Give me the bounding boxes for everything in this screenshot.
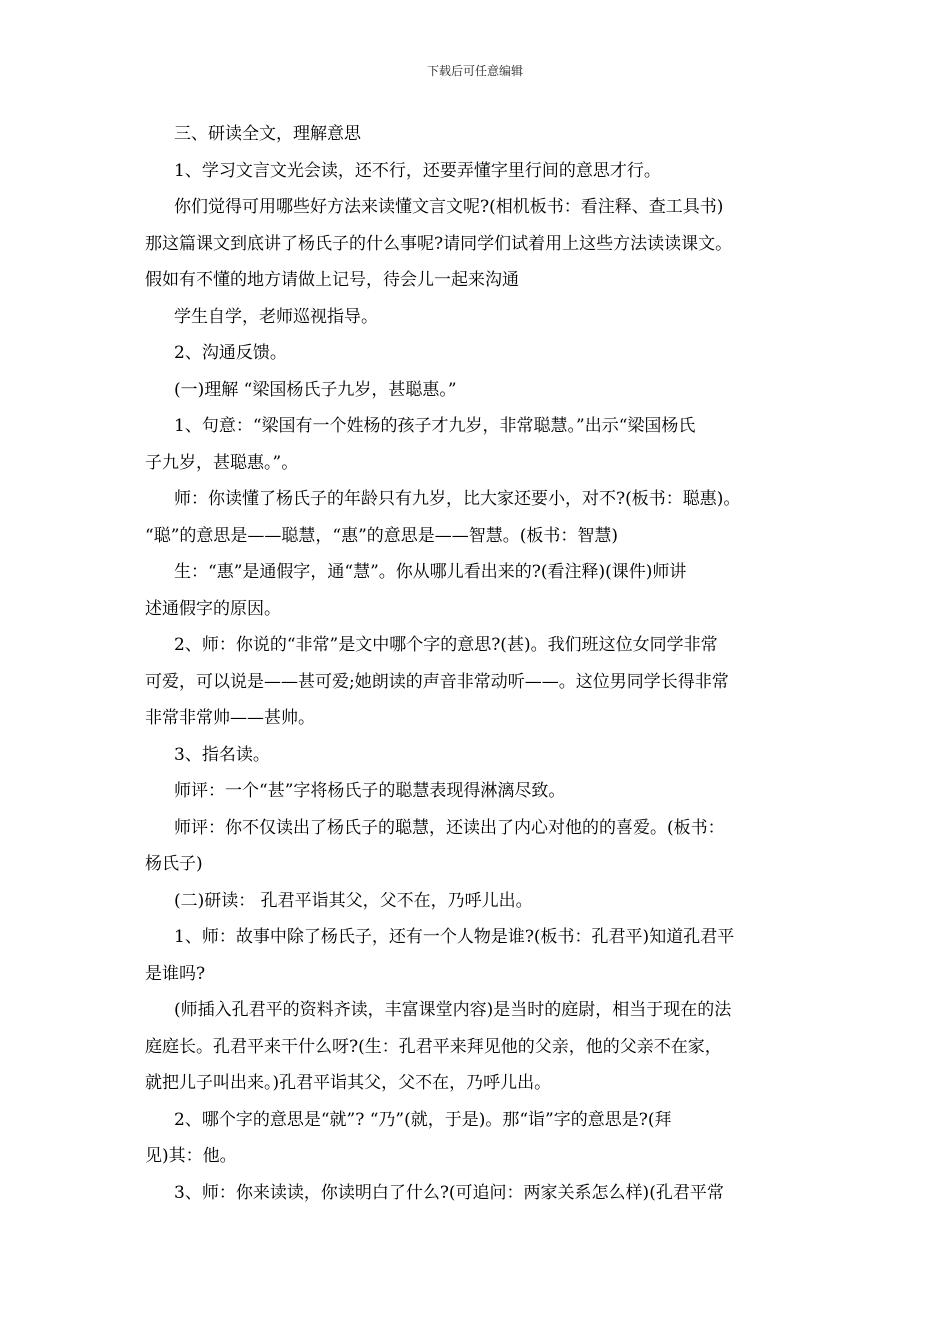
text-line: 师：你读懂了杨氏子的年龄只有九岁，比大家还要小，对不?(板书：聪惠)。 bbox=[174, 489, 741, 509]
text-line: 生：“惠”是通假字，通“慧”。你从哪儿看出来的?(看注释)(课件)师讲 bbox=[174, 562, 687, 582]
text-line: 学生自学，老师巡视指导。 bbox=[174, 306, 378, 327]
text-line: 是谁吗? bbox=[145, 963, 206, 984]
text-line: 1、师：故事中除了杨氏子，还有一个人物是谁?(板书：孔君平)知道孔君平 bbox=[174, 927, 735, 947]
text-line: 师评：你不仅读出了杨氏子的聪慧，还读出了内心对他的的喜爱。(板书： bbox=[174, 817, 725, 838]
text-line: (一)理解 “梁国杨氏子九岁，甚聪惠。” bbox=[174, 379, 457, 400]
text-line: 3、指名读。 bbox=[174, 744, 270, 765]
text-line: 可爱，可以说是——甚可爱;她朗读的声音非常动听——。这位男同学长得非常 bbox=[145, 671, 729, 692]
text-line: 1、学习文言文光会读，还不行，还要弄懂字里行间的意思才行。 bbox=[174, 160, 661, 181]
text-line: 述通假字的原因。 bbox=[145, 598, 281, 619]
text-line: 杨氏子) bbox=[145, 854, 203, 874]
text-line: 子九岁，甚聪惠。”。 bbox=[145, 452, 299, 473]
text-line: (二)研读： 孔君平诣其父，父不在，乃呼儿出。 bbox=[174, 890, 533, 911]
text-line: (师插入孔君平的资料齐读，丰富课堂内容)是当时的庭尉，相当于现在的法 bbox=[174, 1000, 732, 1020]
text-line: 三、研读全文，理解意思 bbox=[174, 124, 361, 144]
text-line: “聪”的意思是——聪慧，“惠”的意思是——智慧。(板书：智慧) bbox=[145, 525, 619, 546]
text-line: 见)其：他。 bbox=[145, 1146, 237, 1166]
text-line: 2、哪个字的意思是“就”? “乃”(就，于是)。那“诣”字的意思是?(拜 bbox=[174, 1109, 672, 1130]
text-line: 3、师：你来读读，你读明白了什么?(可追问：两家关系怎么样)(孔君平常 bbox=[174, 1182, 724, 1203]
document-body bbox=[145, 122, 810, 1217]
text-line: 你们觉得可用哪些好方法来读懂文言文呢?(相机板书：看注释、查工具书) bbox=[174, 197, 724, 217]
text-line: 非常非常帅——甚帅。 bbox=[145, 708, 315, 728]
page-header: 下载后可任意编辑 bbox=[426, 64, 523, 78]
text-line: 师评：一个“甚”字将杨氏子的聪慧表现得淋漓尽致。 bbox=[174, 781, 566, 801]
text-line: 2、沟通反馈。 bbox=[174, 343, 287, 363]
text-line: 假如有不懂的地方请做上记号，待会儿一起来沟通 bbox=[145, 270, 519, 290]
text-line: 那这篇课文到底讲了杨氏子的什么事呢?请同学们试着用上这些方法读读课文。 bbox=[145, 233, 733, 254]
text-line: 就把儿子叫出来。)孔君平诣其父，父不在，乃呼儿出。 bbox=[145, 1073, 552, 1093]
text-line: 1、句意：“梁国有一个姓杨的孩子才九岁，非常聪慧。”出示“梁国杨氏 bbox=[174, 416, 696, 436]
text-line: 庭庭长。孔君平来干什么呀?(生：孔君平来拜见他的父亲，他的父亲不在家， bbox=[145, 1036, 722, 1057]
text-line: 2、师：你说的“非常”是文中哪个字的意思?(甚)。我们班这位女同学非常 bbox=[174, 635, 718, 655]
